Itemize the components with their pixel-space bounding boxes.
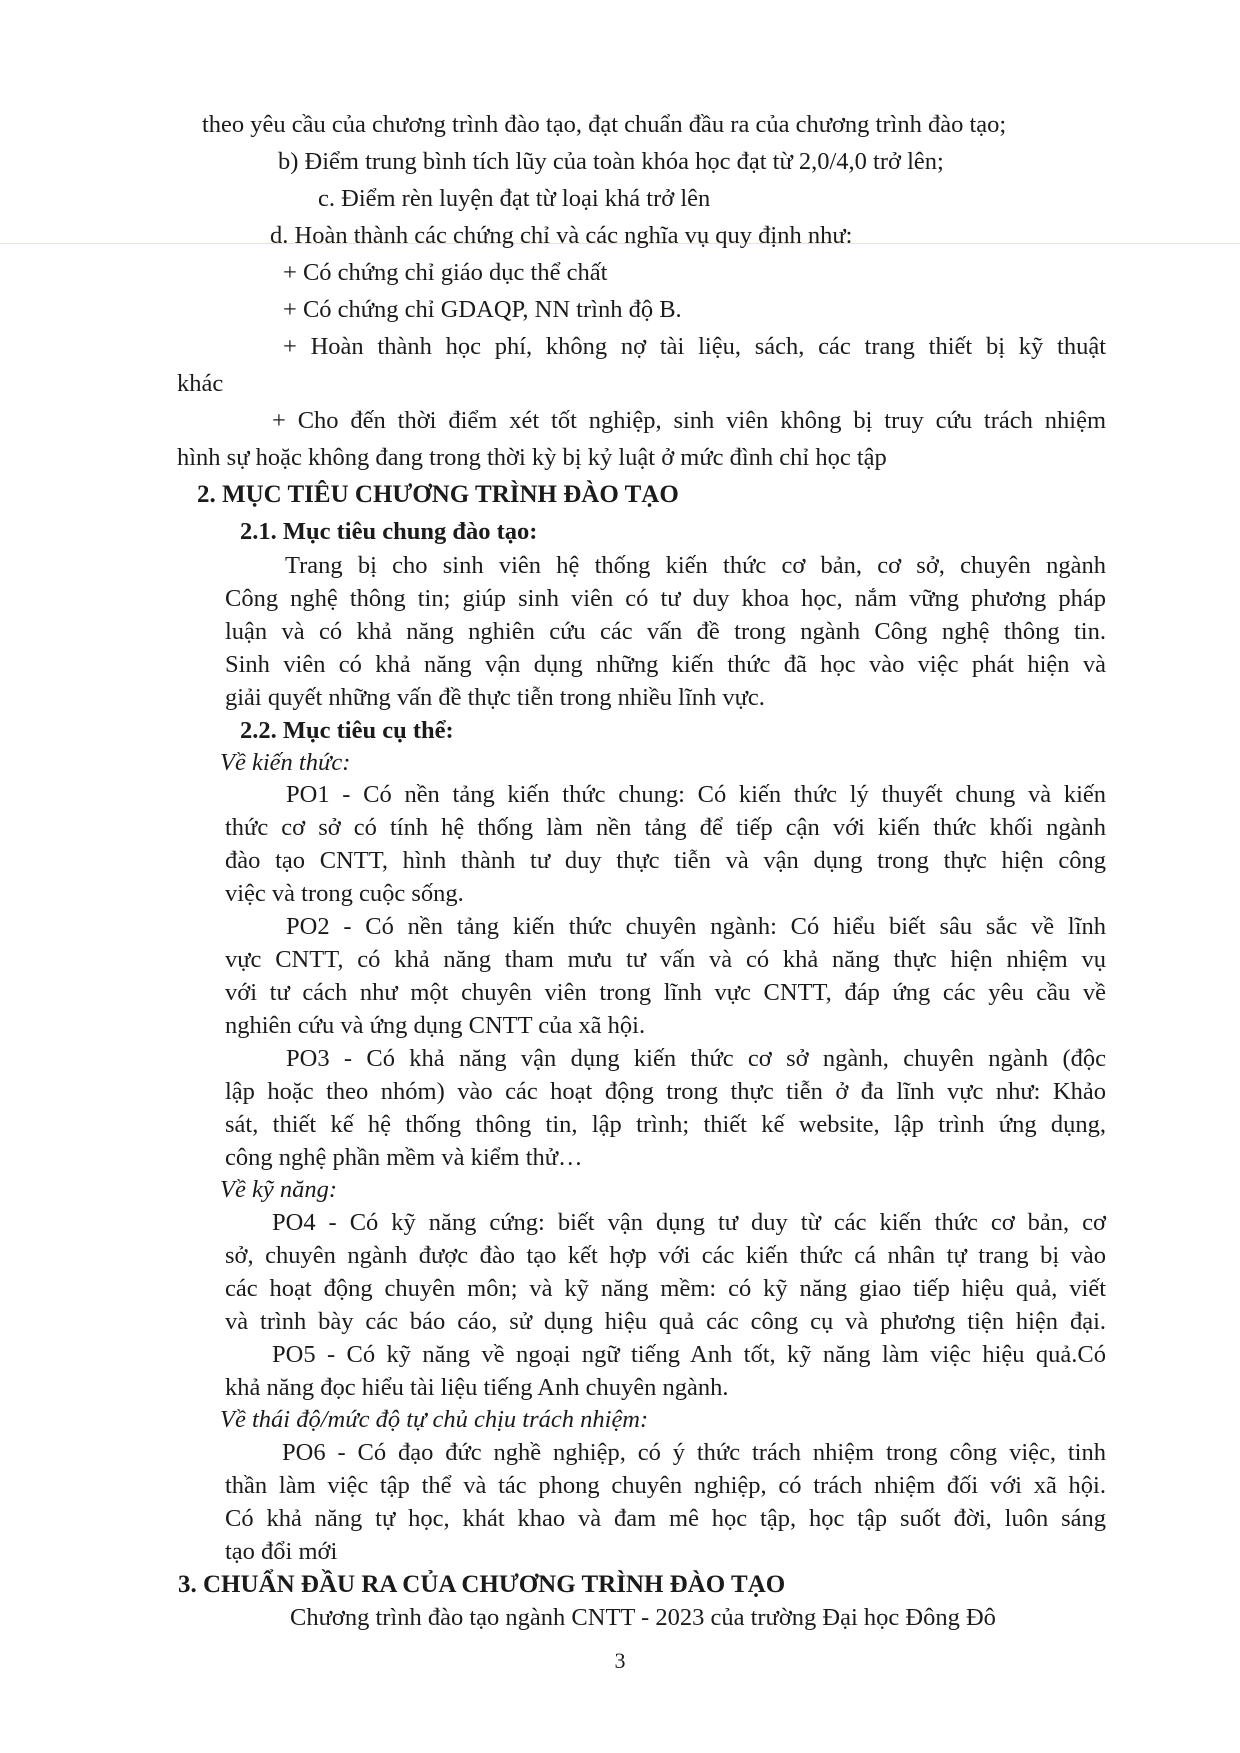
text-line: PO1 - Có nền tảng kiến thức chung: Có kiến thức lý thuyết chung và kiến xyxy=(286,781,1106,808)
section-heading-2: 2. MỤC TIÊU CHƯƠNG TRÌNH ĐÀO TẠO xyxy=(197,481,679,508)
subheading-skills: Về kỹ năng: xyxy=(220,1176,337,1203)
text-line: PO4 - Có kỹ năng cứng: biết vận dụng tư duy từ các kiến thức cơ bản, cơ xyxy=(272,1209,1106,1236)
text-line: với tư cách như một chuyên viên trong lĩnh vực CNTT, đáp ứng các yêu cầu về xyxy=(225,979,1106,1006)
text-line: PO2 - Có nền tảng kiến thức chuyên ngành: Có hiểu biết sâu sắc về lĩnh xyxy=(286,913,1106,940)
text-line: + Hoàn thành học phí, không nợ tài liệu, sách, các trang thiết bị kỹ thuật xyxy=(283,333,1106,360)
text-line: sát, thiết kế hệ thống thông tin, lập trình; thiết kế website, lập trình ứng dụng, xyxy=(225,1111,1106,1138)
page-number: 3 xyxy=(614,1648,626,1673)
text-line: d. Hoàn thành các chứng chỉ và các nghĩa vụ quy định như: xyxy=(270,222,853,249)
text-line: vực CNTT, có khả năng tham mưu tư vấn và có khả năng thực hiện nhiệm vụ xyxy=(225,946,1106,973)
text-line: Có khả năng tự học, khát khao và đam mê học tập, học tập suốt đời, luôn sáng xyxy=(225,1505,1106,1532)
text-line: Chương trình đào tạo ngành CNTT - 2023 của trường Đại học Đông Đô xyxy=(290,1604,996,1631)
text-line: hình sự hoặc không đang trong thời kỳ bị kỷ luật ở mức đình chỉ học tập xyxy=(177,444,887,471)
text-line: khác xyxy=(177,370,224,397)
text-line: các hoạt động chuyên môn; và kỹ năng mềm: có kỹ năng giao tiếp hiệu quả, viết xyxy=(225,1275,1106,1302)
text-line: thần làm việc tập thể và tác phong chuyên nghiệp, có trách nhiệm đối với xã hội. xyxy=(225,1472,1106,1499)
text-line: + Cho đến thời điểm xét tốt nghiệp, sinh viên không bị truy cứu trách nhiệm xyxy=(272,407,1106,434)
subheading-knowledge: Về kiến thức: xyxy=(220,749,351,776)
text-line: nghiên cứu và ứng dụng CNTT của xã hội. xyxy=(225,1012,646,1039)
text-line: theo yêu cầu của chương trình đào tạo, đạt chuẩn đầu ra của chương trình đào tạo; xyxy=(202,111,1007,138)
text-line: Công nghệ thông tin; giúp sinh viên có tư duy khoa học, nắm vững phương pháp xyxy=(225,585,1106,612)
text-line: Trang bị cho sinh viên hệ thống kiến thức cơ bản, cơ sở, chuyên ngành xyxy=(285,552,1106,579)
text-line: PO3 - Có khả năng vận dụng kiến thức cơ sở ngành, chuyên ngành (độc xyxy=(286,1045,1106,1072)
text-line: giải quyết những vấn đề thực tiễn trong nhiều lĩnh vực. xyxy=(225,684,765,711)
subheading-attitude: Về thái độ/mức độ tự chủ chịu trách nhiệm: xyxy=(220,1406,649,1433)
text-line: Sinh viên có khả năng vận dụng những kiến thức đã học vào việc phát hiện và xyxy=(225,651,1106,678)
text-line: đào tạo CNTT, hình thành tư duy thực tiễn và vận dụng trong thực hiện công xyxy=(225,847,1106,874)
subsection-heading-2-1: 2.1. Mục tiêu chung đào tạo: xyxy=(240,518,538,545)
text-line: + Có chứng chỉ GDAQP, NN trình độ B. xyxy=(283,296,682,323)
section-heading-3: 3. CHUẨN ĐẦU RA CỦA CHƯƠNG TRÌNH ĐÀO TẠO xyxy=(178,1571,786,1598)
text-line: luận và có khả năng nghiên cứu các vấn đề trong ngành Công nghệ thông tin. xyxy=(225,618,1106,645)
text-line: PO5 - Có kỹ năng về ngoại ngữ tiếng Anh tốt, kỹ năng làm việc hiệu quả.Có xyxy=(272,1341,1106,1368)
text-line: khả năng đọc hiểu tài liệu tiếng Anh chuyên ngành. xyxy=(225,1374,729,1401)
text-line: sở, chuyên ngành được đào tạo kết hợp với các kiến thức cá nhân tự trang bị vào xyxy=(225,1242,1106,1269)
text-line: lập hoặc theo nhóm) vào các hoạt động trong thực tiễn ở đa lĩnh vực như: Khảo xyxy=(225,1078,1106,1105)
text-line: PO6 - Có đạo đức nghề nghiệp, có ý thức trách nhiệm trong công việc, tinh xyxy=(282,1439,1106,1466)
text-line: + Có chứng chỉ giáo dục thể chất xyxy=(283,259,608,286)
text-line: tạo đổi mới xyxy=(225,1538,338,1565)
text-line: c. Điểm rèn luyện đạt từ loại khá trở lên xyxy=(318,185,711,212)
text-line: việc và trong cuộc sống. xyxy=(225,880,464,907)
text-line: công nghệ phần mềm và kiểm thử… xyxy=(225,1144,583,1171)
text-line: và trình bày các báo cáo, sử dụng hiệu quả các công cụ và phương tiện hiện đại. xyxy=(225,1308,1106,1335)
text-line: thức cơ sở có tính hệ thống làm nền tảng để tiếp cận với kiến thức khối ngành xyxy=(225,814,1106,841)
subsection-heading-2-2: 2.2. Mục tiêu cụ thể: xyxy=(240,717,454,744)
text-line: b) Điểm trung bình tích lũy của toàn khóa học đạt từ 2,0/4,0 trở lên; xyxy=(278,148,944,175)
